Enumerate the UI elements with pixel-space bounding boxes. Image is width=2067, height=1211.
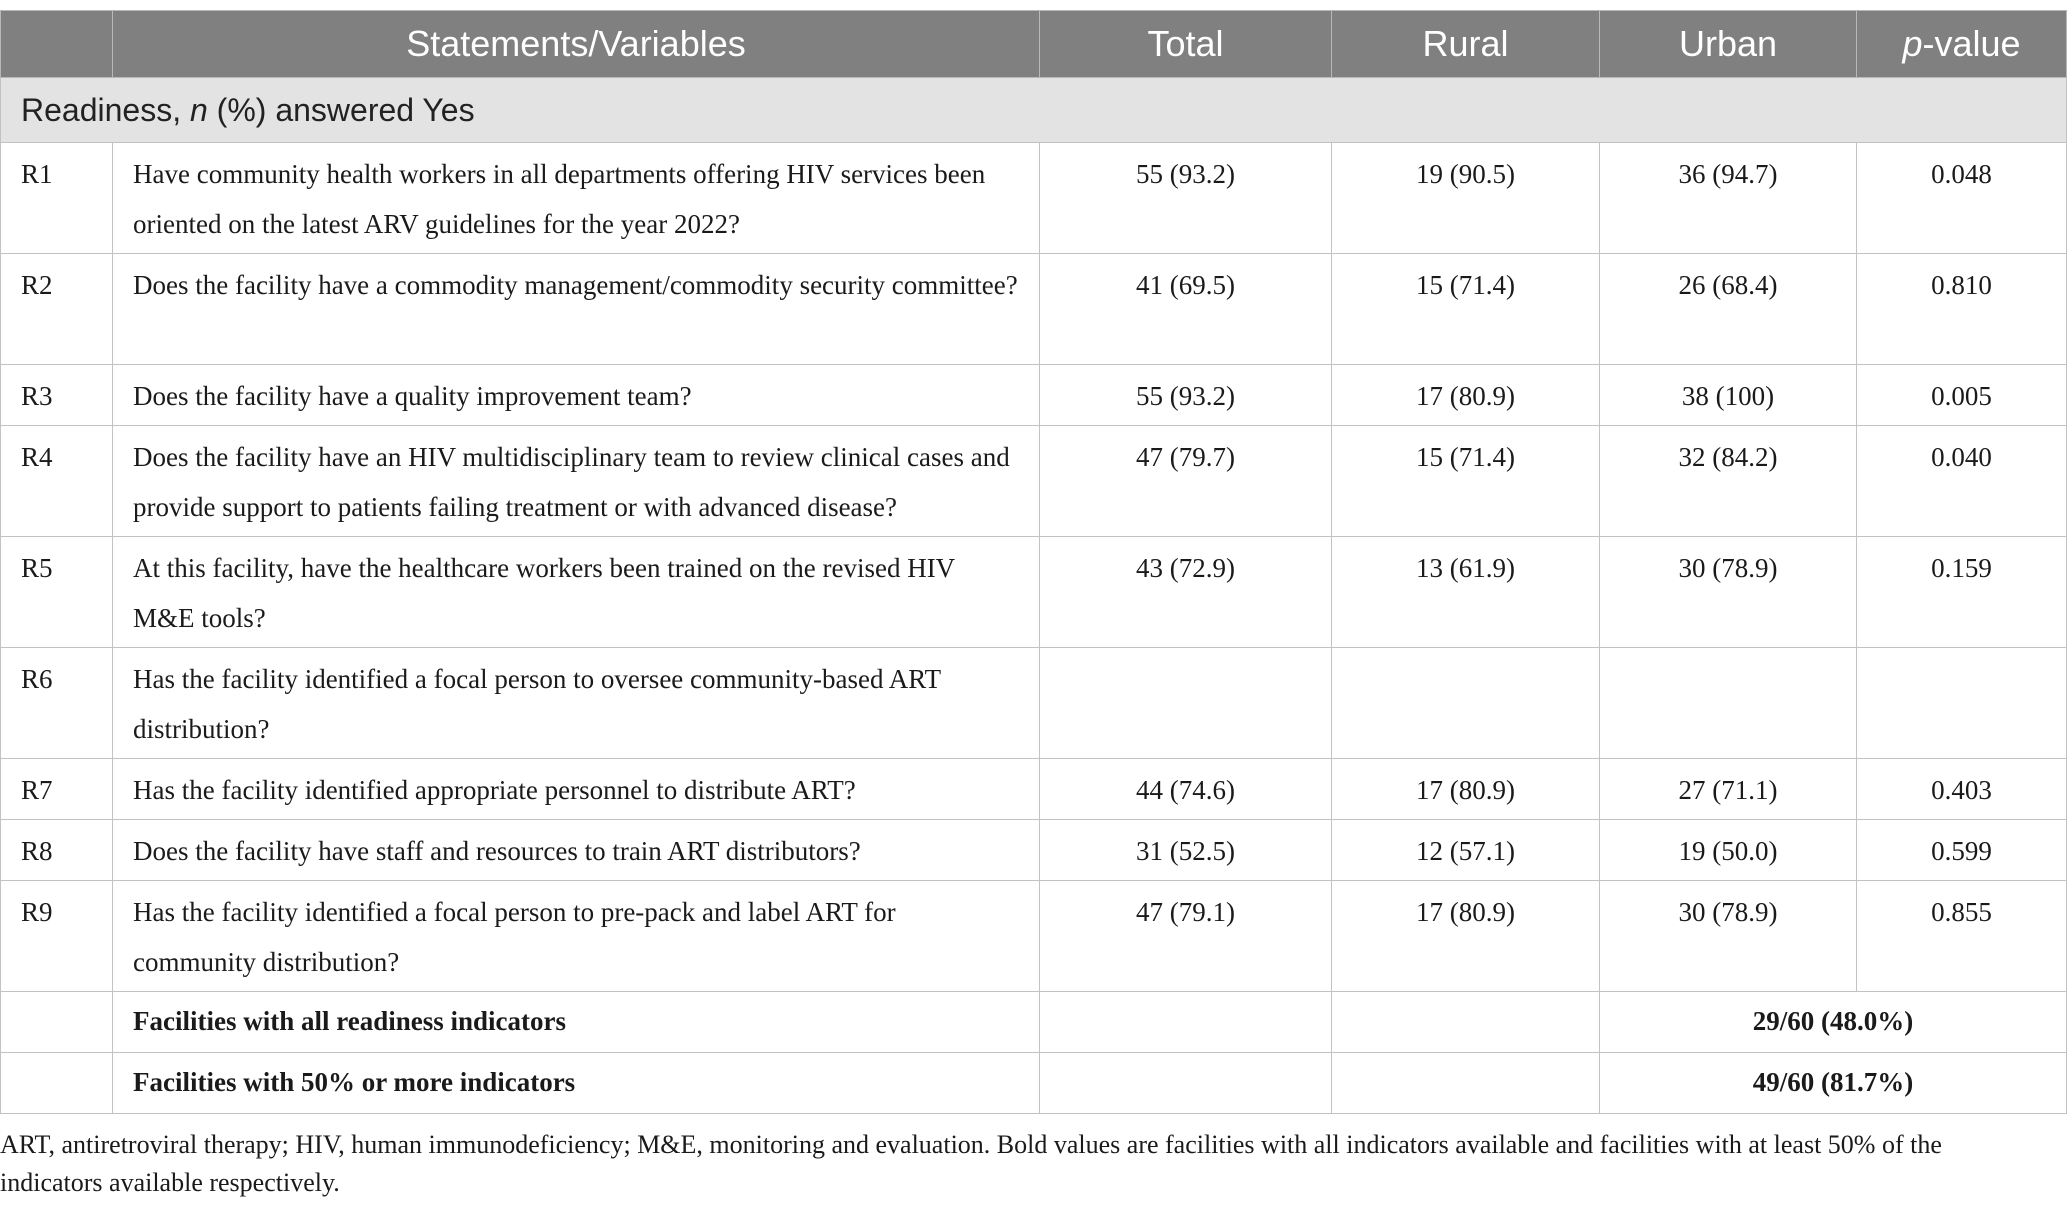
header-statement: Statements/Variables xyxy=(113,11,1040,78)
row-total: 44 (74.6) xyxy=(1040,759,1332,820)
summary-empty-total xyxy=(1040,1053,1332,1114)
summary-row xyxy=(1,1053,2067,1114)
row-p-value: 0.048 xyxy=(1857,143,2067,254)
row-id: R9 xyxy=(1,881,113,992)
row-p-value xyxy=(1857,648,2067,759)
table-row xyxy=(1,648,2067,759)
readiness-table xyxy=(0,10,2067,1114)
header-id xyxy=(1,11,113,78)
table-row xyxy=(1,537,2067,648)
summary-row xyxy=(1,992,2067,1053)
row-p-value: 0.403 xyxy=(1857,759,2067,820)
header-p-suffix: -value xyxy=(1922,23,2021,64)
row-urban: 38 (100) xyxy=(1600,365,1857,426)
row-urban: 36 (94.7) xyxy=(1600,143,1857,254)
row-p-value: 0.005 xyxy=(1857,365,2067,426)
row-total: 47 (79.1) xyxy=(1040,881,1332,992)
row-rural: 17 (80.9) xyxy=(1332,365,1600,426)
section-label-italic: n xyxy=(189,91,208,128)
row-total: 41 (69.5) xyxy=(1040,254,1332,365)
row-rural xyxy=(1332,648,1600,759)
summary-value: 49/60 (81.7%) xyxy=(1600,1053,2067,1114)
row-id: R7 xyxy=(1,759,113,820)
section-label-prefix: Readiness, xyxy=(21,91,190,128)
header-urban: Urban xyxy=(1600,11,1857,78)
row-urban: 26 (68.4) xyxy=(1600,254,1857,365)
row-urban: 30 (78.9) xyxy=(1600,537,1857,648)
row-statement: Does the facility have a commodity management/commodity security committee? xyxy=(113,254,1040,365)
table-row xyxy=(1,426,2067,537)
row-rural: 17 (80.9) xyxy=(1332,759,1600,820)
row-id: R3 xyxy=(1,365,113,426)
row-statement: Does the facility have staff and resources to train ART distributors? xyxy=(113,820,1040,881)
row-p-value: 0.040 xyxy=(1857,426,2067,537)
table-row xyxy=(1,881,2067,992)
row-rural: 13 (61.9) xyxy=(1332,537,1600,648)
table-row xyxy=(1,143,2067,254)
row-rural: 17 (80.9) xyxy=(1332,881,1600,992)
section-label xyxy=(1,78,2067,143)
row-rural: 12 (57.1) xyxy=(1332,820,1600,881)
row-rural: 15 (71.4) xyxy=(1332,254,1600,365)
table-row xyxy=(1,254,2067,365)
row-statement: Have community health workers in all departments offering HIV services been oriented on the latest ARV guidelines for the year 2022? xyxy=(113,143,1040,254)
row-statement: Does the facility have an HIV multidisciplinary team to review clinical cases and provide support to patients failing treatment or with advanced disease? xyxy=(113,426,1040,537)
row-statement: Has the facility identified a focal person to oversee community-based ART distribution? xyxy=(113,648,1040,759)
table-row xyxy=(1,365,2067,426)
header-rural: Rural xyxy=(1332,11,1600,78)
row-rural: 19 (90.5) xyxy=(1332,143,1600,254)
row-p-value: 0.599 xyxy=(1857,820,2067,881)
row-urban: 32 (84.2) xyxy=(1600,426,1857,537)
row-id: R1 xyxy=(1,143,113,254)
row-total: 55 (93.2) xyxy=(1040,143,1332,254)
row-total: 31 (52.5) xyxy=(1040,820,1332,881)
row-total xyxy=(1040,648,1332,759)
summary-empty-id xyxy=(1,1053,113,1114)
summary-empty-id xyxy=(1,992,113,1053)
row-id: R5 xyxy=(1,537,113,648)
row-id: R8 xyxy=(1,820,113,881)
row-total: 43 (72.9) xyxy=(1040,537,1332,648)
row-p-value: 0.810 xyxy=(1857,254,2067,365)
table-row xyxy=(1,820,2067,881)
row-urban: 19 (50.0) xyxy=(1600,820,1857,881)
row-total: 55 (93.2) xyxy=(1040,365,1332,426)
summary-empty-rural xyxy=(1332,1053,1600,1114)
table-header-row xyxy=(1,11,2067,78)
section-row xyxy=(1,78,2067,143)
table-footnote: ART, antiretroviral therapy; HIV, human immunodeficiency; M&E, monitoring and evaluation. Bold values are facilities with all indicators available and facilities with at least 50% of the indicators available respectively. xyxy=(0,1130,1942,1197)
header-total: Total xyxy=(1040,11,1332,78)
row-id: R4 xyxy=(1,426,113,537)
row-statement: Has the facility identified appropriate personnel to distribute ART? xyxy=(113,759,1040,820)
row-p-value: 0.159 xyxy=(1857,537,2067,648)
row-statement: At this facility, have the healthcare workers been trained on the revised HIV M&E tools? xyxy=(113,537,1040,648)
summary-value: 29/60 (48.0%) xyxy=(1600,992,2067,1053)
header-p-italic: p xyxy=(1902,23,1923,64)
row-id: R6 xyxy=(1,648,113,759)
summary-label: Facilities with 50% or more indicators xyxy=(113,1053,1040,1114)
row-statement: Has the facility identified a focal person to pre-pack and label ART for community distribution? xyxy=(113,881,1040,992)
section-label-suffix: (%) answered Yes xyxy=(207,91,475,128)
summary-label: Facilities with all readiness indicators xyxy=(113,992,1040,1053)
summary-empty-rural xyxy=(1332,992,1600,1053)
row-statement: Does the facility have a quality improvement team? xyxy=(113,365,1040,426)
row-urban: 27 (71.1) xyxy=(1600,759,1857,820)
row-id: R2 xyxy=(1,254,113,365)
row-urban: 30 (78.9) xyxy=(1600,881,1857,992)
row-p-value: 0.855 xyxy=(1857,881,2067,992)
table-row xyxy=(1,759,2067,820)
row-rural: 15 (71.4) xyxy=(1332,426,1600,537)
header-p-value xyxy=(1857,11,2067,78)
row-total: 47 (79.7) xyxy=(1040,426,1332,537)
row-urban xyxy=(1600,648,1857,759)
summary-empty-total xyxy=(1040,992,1332,1053)
